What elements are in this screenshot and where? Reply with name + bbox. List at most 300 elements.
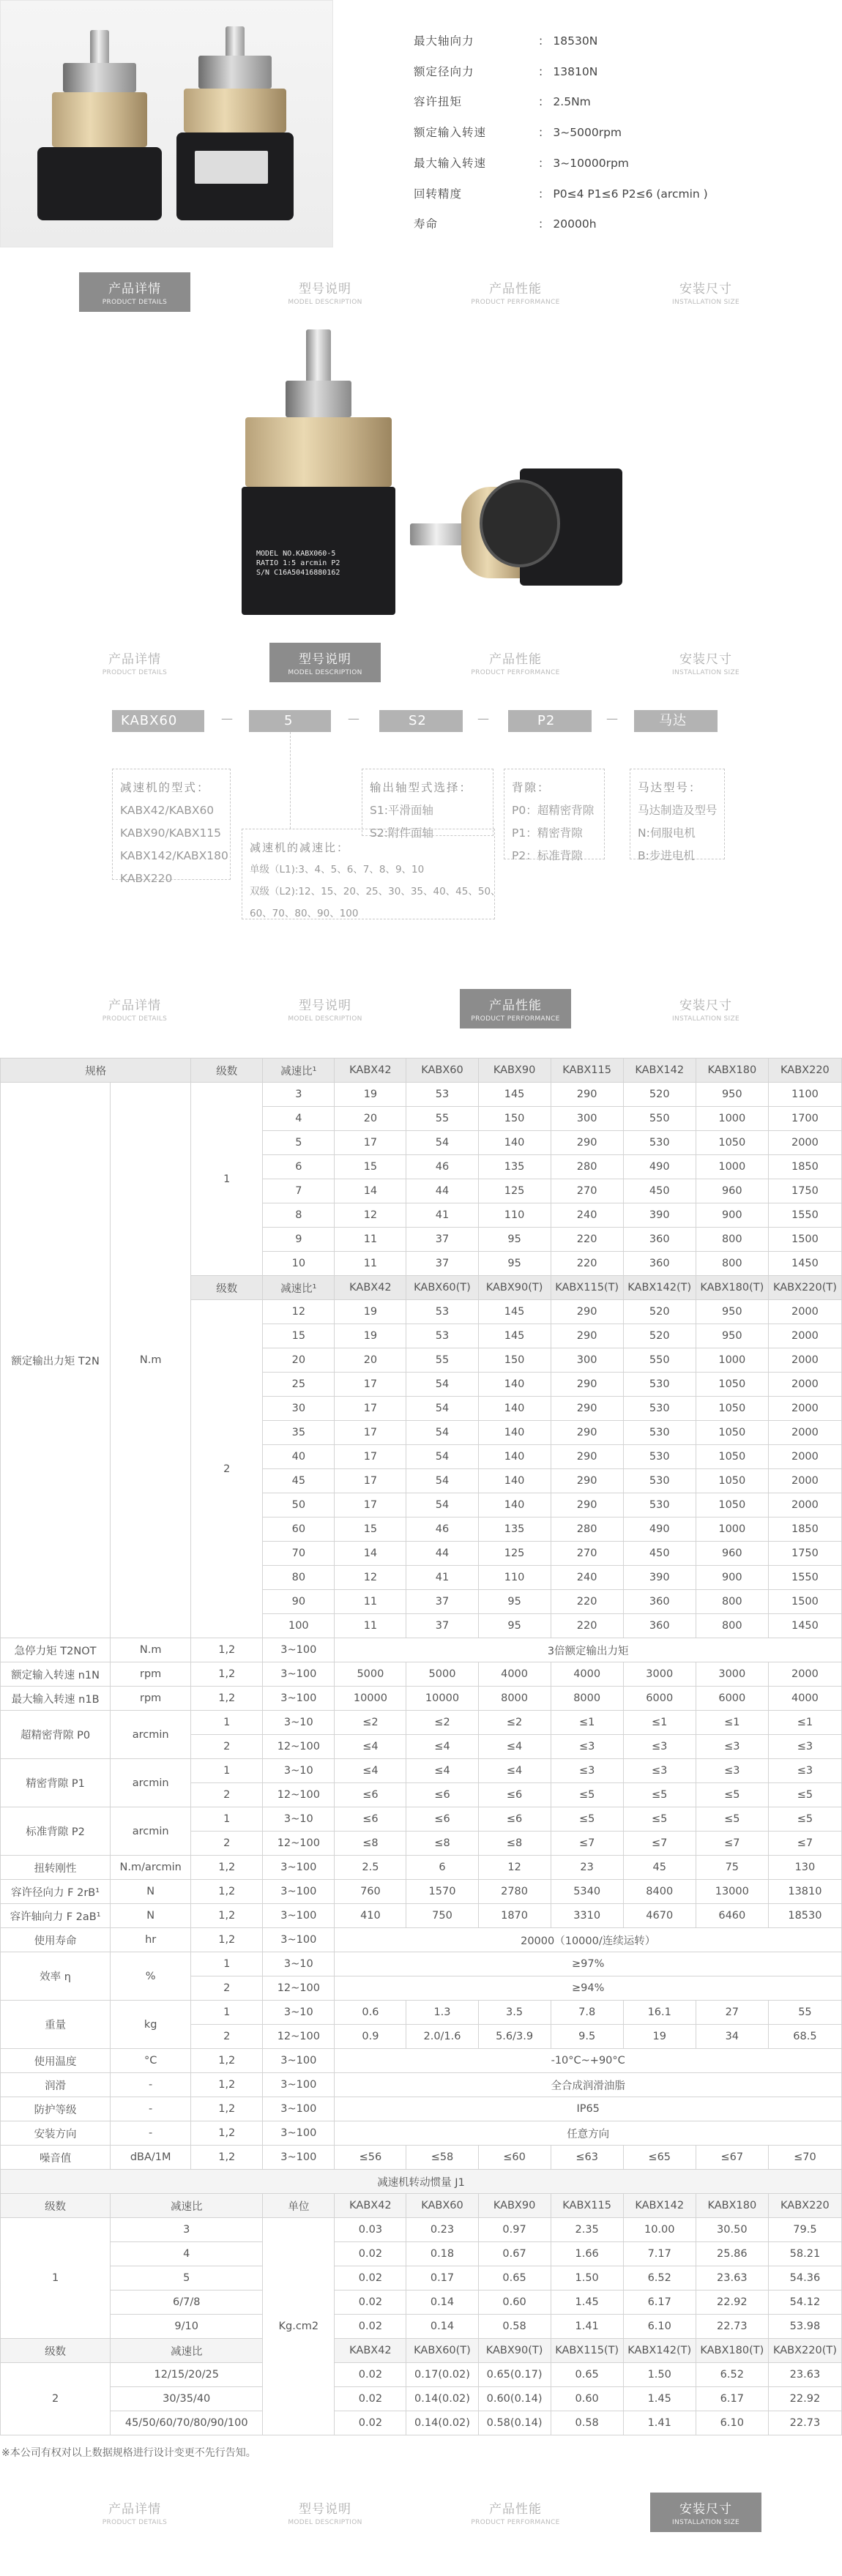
table-cell: 6000 <box>696 1687 768 1711</box>
header-cell: KABX115(T) <box>551 2339 623 2363</box>
row-label: 标准背隙 P2 <box>1 1807 111 1856</box>
unit-cell: - <box>111 2097 191 2121</box>
table-cell: 1 <box>191 2001 263 2025</box>
table-cell: ≤5 <box>768 1783 841 1807</box>
tab-product-performance[interactable] <box>460 989 571 1028</box>
backlash-title: 背隙： <box>512 781 551 794</box>
tab-sublabel: PRODUCT PERFORMANCE <box>471 669 560 676</box>
table-cell: ≤7 <box>768 1832 841 1856</box>
table-cell: ≤1 <box>696 1711 768 1735</box>
separator: — <box>606 712 618 725</box>
table-cell: ≤3 <box>696 1759 768 1783</box>
table-cell: 17 <box>335 1131 406 1155</box>
table-cell: 1,2 <box>191 1687 263 1711</box>
table-cell: 1,2 <box>191 1928 263 1952</box>
table-cell: 530 <box>623 1373 696 1397</box>
table-cell: 290 <box>551 1373 623 1397</box>
table-cell: 3~10 <box>263 1952 335 1976</box>
table-cell: 95 <box>478 1228 551 1252</box>
table-cell: 7 <box>263 1179 335 1203</box>
table-cell: ≤8 <box>478 1832 551 1856</box>
table-cell: 40 <box>263 1445 335 1469</box>
tab-label: 安装尺寸 <box>679 282 732 296</box>
row-label: 防护等级 <box>1 2097 111 2121</box>
table-cell: 3~10 <box>263 1807 335 1832</box>
header-cell: 减速比¹ <box>263 1059 335 1083</box>
table-cell: 6.10 <box>696 2411 768 2435</box>
table-cell: 0.02 <box>335 2266 406 2291</box>
ratio-line: 双级（L2):12、15、20、25、30、35、40、45、50、 <box>250 886 501 897</box>
table-cell: 3310 <box>551 1904 623 1928</box>
table-cell: 1.3 <box>406 2001 478 2025</box>
header-cell: KABX90 <box>478 1059 551 1083</box>
row-label: 效率 η <box>1 1952 111 2001</box>
table-cell: 45/50/60/70/80/90/100 <box>111 2411 263 2435</box>
ratio-line: 60、70、80、90、100 <box>250 908 359 919</box>
table-cell: 13000 <box>696 1880 768 1904</box>
table-cell: 54 <box>406 1131 478 1155</box>
table-cell: 5000 <box>335 1662 406 1687</box>
table-cell: 140 <box>478 1373 551 1397</box>
spec-row <box>414 154 824 171</box>
table-cell: 3~100 <box>263 2049 335 2073</box>
tab-product-details[interactable] <box>79 2493 190 2532</box>
table-cell: 3~100 <box>263 1880 335 1904</box>
header-cell: 级数 <box>191 1276 263 1300</box>
header-cell: 级数 <box>1 2339 111 2363</box>
table-cell: 140 <box>478 1421 551 1445</box>
table-cell: 12 <box>478 1856 551 1880</box>
table-cell: 5 <box>263 1131 335 1155</box>
performance-table <box>0 1058 842 2435</box>
motor-line: B:步进电机 <box>638 849 695 862</box>
backlash-line: P1：精密背隙 <box>512 826 583 840</box>
table-cell: 125 <box>478 1179 551 1203</box>
tab-label: 产品详情 <box>108 2502 161 2517</box>
table-cell: 0.58 <box>478 2315 551 2339</box>
table-cell: 4 <box>111 2242 263 2266</box>
tab-installation-size[interactable] <box>650 643 761 682</box>
row-label: 使用温度 <box>1 2049 111 2073</box>
table-cell: 520 <box>623 1324 696 1348</box>
header-cell: KABX220 <box>768 2194 841 2218</box>
table-cell: 3~100 <box>263 1856 335 1880</box>
table-cell: 5 <box>111 2266 263 2291</box>
row-label: 超精密背隙 P0 <box>1 1711 111 1759</box>
tab-installation-size[interactable] <box>650 2493 761 2532</box>
tab-product-details[interactable] <box>79 272 190 312</box>
table-cell: 20000（10000/连续运转） <box>335 1928 842 1952</box>
table-cell: 145 <box>478 1300 551 1324</box>
table-cell: ≤5 <box>551 1807 623 1832</box>
table-cell: 0.03 <box>335 2218 406 2242</box>
table-cell: 135 <box>478 1517 551 1542</box>
table-cell: 1750 <box>768 1179 841 1203</box>
table-cell: ≤1 <box>623 1711 696 1735</box>
table-cell: 290 <box>551 1421 623 1445</box>
table-cell: 0.6 <box>335 2001 406 2025</box>
table-cell: 290 <box>551 1493 623 1517</box>
table-row <box>1 2363 842 2387</box>
table-cell: 3~100 <box>263 1928 335 1952</box>
backlash-description <box>504 769 605 862</box>
table-cell: 290 <box>551 1445 623 1469</box>
table-cell: 30.50 <box>696 2218 768 2242</box>
tab-product-performance[interactable] <box>460 643 571 682</box>
table-cell: 14 <box>335 1179 406 1203</box>
table-cell: 90 <box>263 1590 335 1614</box>
tab-sublabel: PRODUCT PERFORMANCE <box>471 2519 560 2526</box>
table-cell: 1000 <box>696 1348 768 1373</box>
table-cell: 10 <box>263 1252 335 1276</box>
table-row <box>1 1928 842 1952</box>
table-cell: 12 <box>335 1566 406 1590</box>
table-cell: 220 <box>551 1252 623 1276</box>
motor-line: 马达制造及型号 <box>638 804 718 817</box>
backlash-line: P0：超精密背隙 <box>512 804 595 817</box>
table-cell: 11 <box>335 1590 406 1614</box>
table-cell: 0.65 <box>551 2363 623 2387</box>
table-cell: 6460 <box>696 1904 768 1928</box>
table-row <box>1 1083 842 1107</box>
table-cell: 300 <box>551 1107 623 1131</box>
unit-cell: °C <box>111 2049 191 2073</box>
header-cell: KABX42 <box>335 1059 406 1083</box>
table-cell: 37 <box>406 1614 478 1638</box>
table-cell: 1.41 <box>623 2411 696 2435</box>
table-cell: 30 <box>263 1397 335 1421</box>
table-cell: 15 <box>263 1324 335 1348</box>
table-cell: 8400 <box>623 1880 696 1904</box>
table-cell: ≤56 <box>335 2146 406 2170</box>
table-cell: 5000 <box>406 1662 478 1687</box>
table-cell: 1700 <box>768 1107 841 1131</box>
table-cell: 3~100 <box>263 2121 335 2146</box>
spec-key: 容许扭矩 <box>414 95 463 108</box>
table-cell: 0.14(0.02) <box>406 2411 478 2435</box>
spec-row <box>414 93 824 109</box>
table-cell: 任意方向 <box>335 2121 842 2146</box>
table-cell: ≤5 <box>696 1783 768 1807</box>
table-cell: ≤4 <box>335 1759 406 1783</box>
table-cell: ≤6 <box>478 1783 551 1807</box>
table-cell: ≤5 <box>623 1807 696 1832</box>
table-cell: 2000 <box>768 1324 841 1348</box>
header-cell: KABX60 <box>406 2194 478 2218</box>
tab-sublabel: MODEL DESCRIPTION <box>288 1015 362 1023</box>
table-cell: 4000 <box>551 1662 623 1687</box>
table-cell: 20 <box>263 1348 335 1373</box>
spec-row <box>414 215 824 231</box>
table-row <box>1 1687 842 1711</box>
table-cell: 34 <box>696 2025 768 2049</box>
nameplate-model: MODEL NO.KABX060-5 <box>256 550 336 558</box>
unit-cell: N.m <box>111 1638 191 1662</box>
table-cell: 全合成润滑油脂 <box>335 2073 842 2097</box>
table-cell: 140 <box>478 1469 551 1493</box>
unit-cell: % <box>111 1952 191 2001</box>
unit-cell: N.m <box>111 1083 191 1638</box>
tab-label: 型号说明 <box>299 652 351 667</box>
table-cell: 17 <box>335 1493 406 1517</box>
table-cell: 520 <box>623 1300 696 1324</box>
table-cell: 3倍额定输出力矩 <box>335 1638 842 1662</box>
header-cell: KABX60(T) <box>406 2339 478 2363</box>
table-cell: 390 <box>623 1566 696 1590</box>
table-cell: 6000 <box>623 1687 696 1711</box>
table-cell: 12~100 <box>263 1976 335 2001</box>
spec-value: ： 3~10000rpm <box>538 157 629 170</box>
header-cell: KABX142(T) <box>623 2339 696 2363</box>
tab-model-description[interactable] <box>269 989 381 1028</box>
table-cell: ≤2 <box>406 1711 478 1735</box>
table-cell: ≤6 <box>335 1807 406 1832</box>
table-cell: 300 <box>551 1348 623 1373</box>
table-cell: 1050 <box>696 1131 768 1155</box>
table-cell: 270 <box>551 1179 623 1203</box>
table-cell: 16.1 <box>623 2001 696 2025</box>
table-cell: 900 <box>696 1566 768 1590</box>
model-code-series: KABX60 <box>112 710 204 732</box>
table-cell: 9.5 <box>551 2025 623 2049</box>
product-detail-photo <box>220 322 630 622</box>
table-row <box>1 2315 842 2339</box>
table-cell: 0.02 <box>335 2291 406 2315</box>
table-cell: 1 <box>191 1807 263 1832</box>
spec-key: 最大输入转速 <box>414 157 487 170</box>
table-cell: 44 <box>406 1542 478 1566</box>
model-code-shaft: S2 <box>379 710 463 732</box>
table-cell: 0.67 <box>478 2242 551 2266</box>
unit-cell: dBA/1M <box>111 2146 191 2170</box>
header-cell: KABX180(T) <box>696 2339 768 2363</box>
table-cell: 2 <box>191 2025 263 2049</box>
table-cell: 3.5 <box>478 2001 551 2025</box>
table-cell: 3~100 <box>263 2073 335 2097</box>
table-cell: 2000 <box>768 1421 841 1445</box>
table-cell: 110 <box>478 1203 551 1228</box>
table-cell: 1550 <box>768 1203 841 1228</box>
unit-cell: arcmin <box>111 1759 191 1807</box>
header-cell: KABX115(T) <box>551 1276 623 1300</box>
header-cell: KABX42 <box>335 2339 406 2363</box>
table-cell: 800 <box>696 1252 768 1276</box>
stage-cell: 2 <box>191 1300 263 1638</box>
footnote: ※本公司有权对以上数据规格进行设计变更不先行告知。 <box>1 2447 256 2459</box>
table-cell: ≤5 <box>768 1807 841 1832</box>
backlash-line: P2：标准背隙 <box>512 849 583 862</box>
table-cell: 140 <box>478 1493 551 1517</box>
table-cell: 1,2 <box>191 2097 263 2121</box>
table-cell: 12/15/20/25 <box>111 2363 263 2387</box>
header-cell: KABX115 <box>551 2194 623 2218</box>
unit-cell: - <box>111 2073 191 2097</box>
table-cell: ≤4 <box>406 1735 478 1759</box>
table-cell: 1870 <box>478 1904 551 1928</box>
table-cell: 17 <box>335 1397 406 1421</box>
spec-row <box>414 32 824 48</box>
table-cell: 19 <box>623 2025 696 2049</box>
table-cell: 1,2 <box>191 1662 263 1687</box>
table-cell: ≥97% <box>335 1952 842 1976</box>
table-cell: 290 <box>551 1131 623 1155</box>
table-cell: 27 <box>696 2001 768 2025</box>
unit-cell: arcmin <box>111 1807 191 1856</box>
table-cell: 1,2 <box>191 2121 263 2146</box>
table-cell: 360 <box>623 1252 696 1276</box>
gearbox-left-illustration <box>37 30 162 228</box>
tab-label: 安装尺寸 <box>679 2502 732 2517</box>
tab-product-performance[interactable] <box>460 2493 571 2532</box>
table-cell: ≤6 <box>406 1783 478 1807</box>
table-cell: 530 <box>623 1469 696 1493</box>
table-cell: 1,2 <box>191 1856 263 1880</box>
separator: — <box>477 712 489 725</box>
tab-model-description[interactable] <box>269 272 381 312</box>
header-cell: KABX60(T) <box>406 1276 478 1300</box>
table-cell: 20 <box>335 1348 406 1373</box>
table-cell: 1850 <box>768 1155 841 1179</box>
table-cell: 0.02 <box>335 2387 406 2411</box>
spec-key: 额定径向力 <box>414 65 474 78</box>
header-cell: KABX90(T) <box>478 1276 551 1300</box>
table-cell: 2.0/1.6 <box>406 2025 478 2049</box>
table-cell: ≤3 <box>623 1759 696 1783</box>
table-cell: ≤1 <box>768 1711 841 1735</box>
table-cell: 2780 <box>478 1880 551 1904</box>
table-cell: 17 <box>335 1373 406 1397</box>
table-cell: 800 <box>696 1614 768 1638</box>
table-cell: 7.8 <box>551 2001 623 2025</box>
table-cell: 6.52 <box>696 2363 768 2387</box>
table-cell: ≤8 <box>406 1832 478 1856</box>
table-cell: 11 <box>335 1614 406 1638</box>
tab-installation-size[interactable] <box>650 272 761 312</box>
header-cell: KABX90(T) <box>478 2339 551 2363</box>
stage-cell: 2 <box>1 2363 111 2435</box>
table-cell: 4 <box>263 1107 335 1131</box>
table-cell: 2000 <box>768 1131 841 1155</box>
table-cell: 12 <box>335 1203 406 1228</box>
table-cell: ≤70 <box>768 2146 841 2170</box>
table-cell: 240 <box>551 1566 623 1590</box>
header-cell: KABX220(T) <box>768 2339 841 2363</box>
table-cell: 950 <box>696 1324 768 1348</box>
table-cell: 1050 <box>696 1469 768 1493</box>
table-cell: 950 <box>696 1300 768 1324</box>
table-cell: 6.17 <box>623 2291 696 2315</box>
table-cell: 17 <box>335 1469 406 1493</box>
header-cell: 减速比 <box>111 2339 263 2363</box>
table-cell: 3~10 <box>263 1759 335 1783</box>
tab-product-details[interactable] <box>79 989 190 1028</box>
table-cell: 130 <box>768 1856 841 1880</box>
table-cell: 900 <box>696 1203 768 1228</box>
table-cell: 3 <box>111 2218 263 2242</box>
table-cell: 140 <box>478 1131 551 1155</box>
table-row <box>1 2073 842 2097</box>
table-cell: 3 <box>263 1083 335 1107</box>
tab-product-performance[interactable] <box>460 272 571 312</box>
table-cell: 68.5 <box>768 2025 841 2049</box>
table-cell: 280 <box>551 1155 623 1179</box>
header-cell: KABX42 <box>335 2194 406 2218</box>
table-cell: -10°C~+90°C <box>335 2049 842 2073</box>
spec-value: ： 18530N <box>538 34 598 48</box>
stage-cell: 1 <box>191 1083 263 1276</box>
shaft-title: 输出轴型式选择： <box>370 781 473 794</box>
table-cell: 0.97 <box>478 2218 551 2242</box>
table-row <box>1 1880 842 1904</box>
header-cell: KABX90 <box>478 2194 551 2218</box>
table-cell: ≤4 <box>478 1735 551 1759</box>
table-cell: ≤65 <box>623 2146 696 2170</box>
table-cell: 2000 <box>768 1348 841 1373</box>
table-cell: 2.5 <box>335 1856 406 1880</box>
table-cell: ≤67 <box>696 2146 768 2170</box>
tab-model-description[interactable] <box>269 643 381 682</box>
spec-row <box>414 63 824 79</box>
spec-key: 额定输入转速 <box>414 126 487 139</box>
row-label: 重量 <box>1 2001 111 2049</box>
table-cell: 1450 <box>768 1252 841 1276</box>
stage-cell: 1 <box>1 2218 111 2339</box>
unit-cell: kg <box>111 2001 191 2049</box>
table-cell: 6 <box>263 1155 335 1179</box>
unit-cell: rpm <box>111 1687 191 1711</box>
tab-label: 产品性能 <box>489 282 542 296</box>
spec-value: ： 13810N <box>538 65 598 78</box>
model-code-diagram <box>0 703 842 966</box>
row-label: 润滑 <box>1 2073 111 2097</box>
section-tabs-installation <box>79 2493 767 2534</box>
table-cell: 150 <box>478 1348 551 1373</box>
table-cell: 41 <box>406 1566 478 1590</box>
table-cell: 360 <box>623 1228 696 1252</box>
table-row <box>1 2170 842 2194</box>
tab-label: 安装尺寸 <box>679 998 732 1013</box>
table-cell: ≤5 <box>551 1783 623 1807</box>
table-cell: 1 <box>191 1759 263 1783</box>
tab-installation-size[interactable] <box>650 989 761 1028</box>
table-cell: 0.14 <box>406 2315 478 2339</box>
table-cell: ≤2 <box>335 1711 406 1735</box>
table-cell: 54 <box>406 1469 478 1493</box>
table-cell: 6.10 <box>623 2315 696 2339</box>
row-label: 扭转刚性 <box>1 1856 111 1880</box>
tab-model-description[interactable] <box>269 2493 381 2532</box>
header-cell: KABX180(T) <box>696 1276 768 1300</box>
table-row <box>1 1059 842 1083</box>
table-cell: 18530 <box>768 1904 841 1928</box>
table-cell: 290 <box>551 1324 623 1348</box>
table-cell: 135 <box>478 1155 551 1179</box>
row-label: 精密背隙 P1 <box>1 1759 111 1807</box>
table-cell: 760 <box>335 1880 406 1904</box>
table-cell: ≤3 <box>551 1759 623 1783</box>
table-cell: ≤60 <box>478 2146 551 2170</box>
table-cell: ≤7 <box>551 1832 623 1856</box>
table-cell: 50 <box>263 1493 335 1517</box>
table-cell: ≤63 <box>551 2146 623 2170</box>
tab-product-details[interactable] <box>79 643 190 682</box>
table-cell: 45 <box>623 1856 696 1880</box>
table-row <box>1 2121 842 2146</box>
table-cell: 8000 <box>551 1687 623 1711</box>
table-cell: 15 <box>335 1517 406 1542</box>
model-code-motor: 马达 <box>634 710 718 732</box>
table-cell: 54.36 <box>768 2266 841 2291</box>
